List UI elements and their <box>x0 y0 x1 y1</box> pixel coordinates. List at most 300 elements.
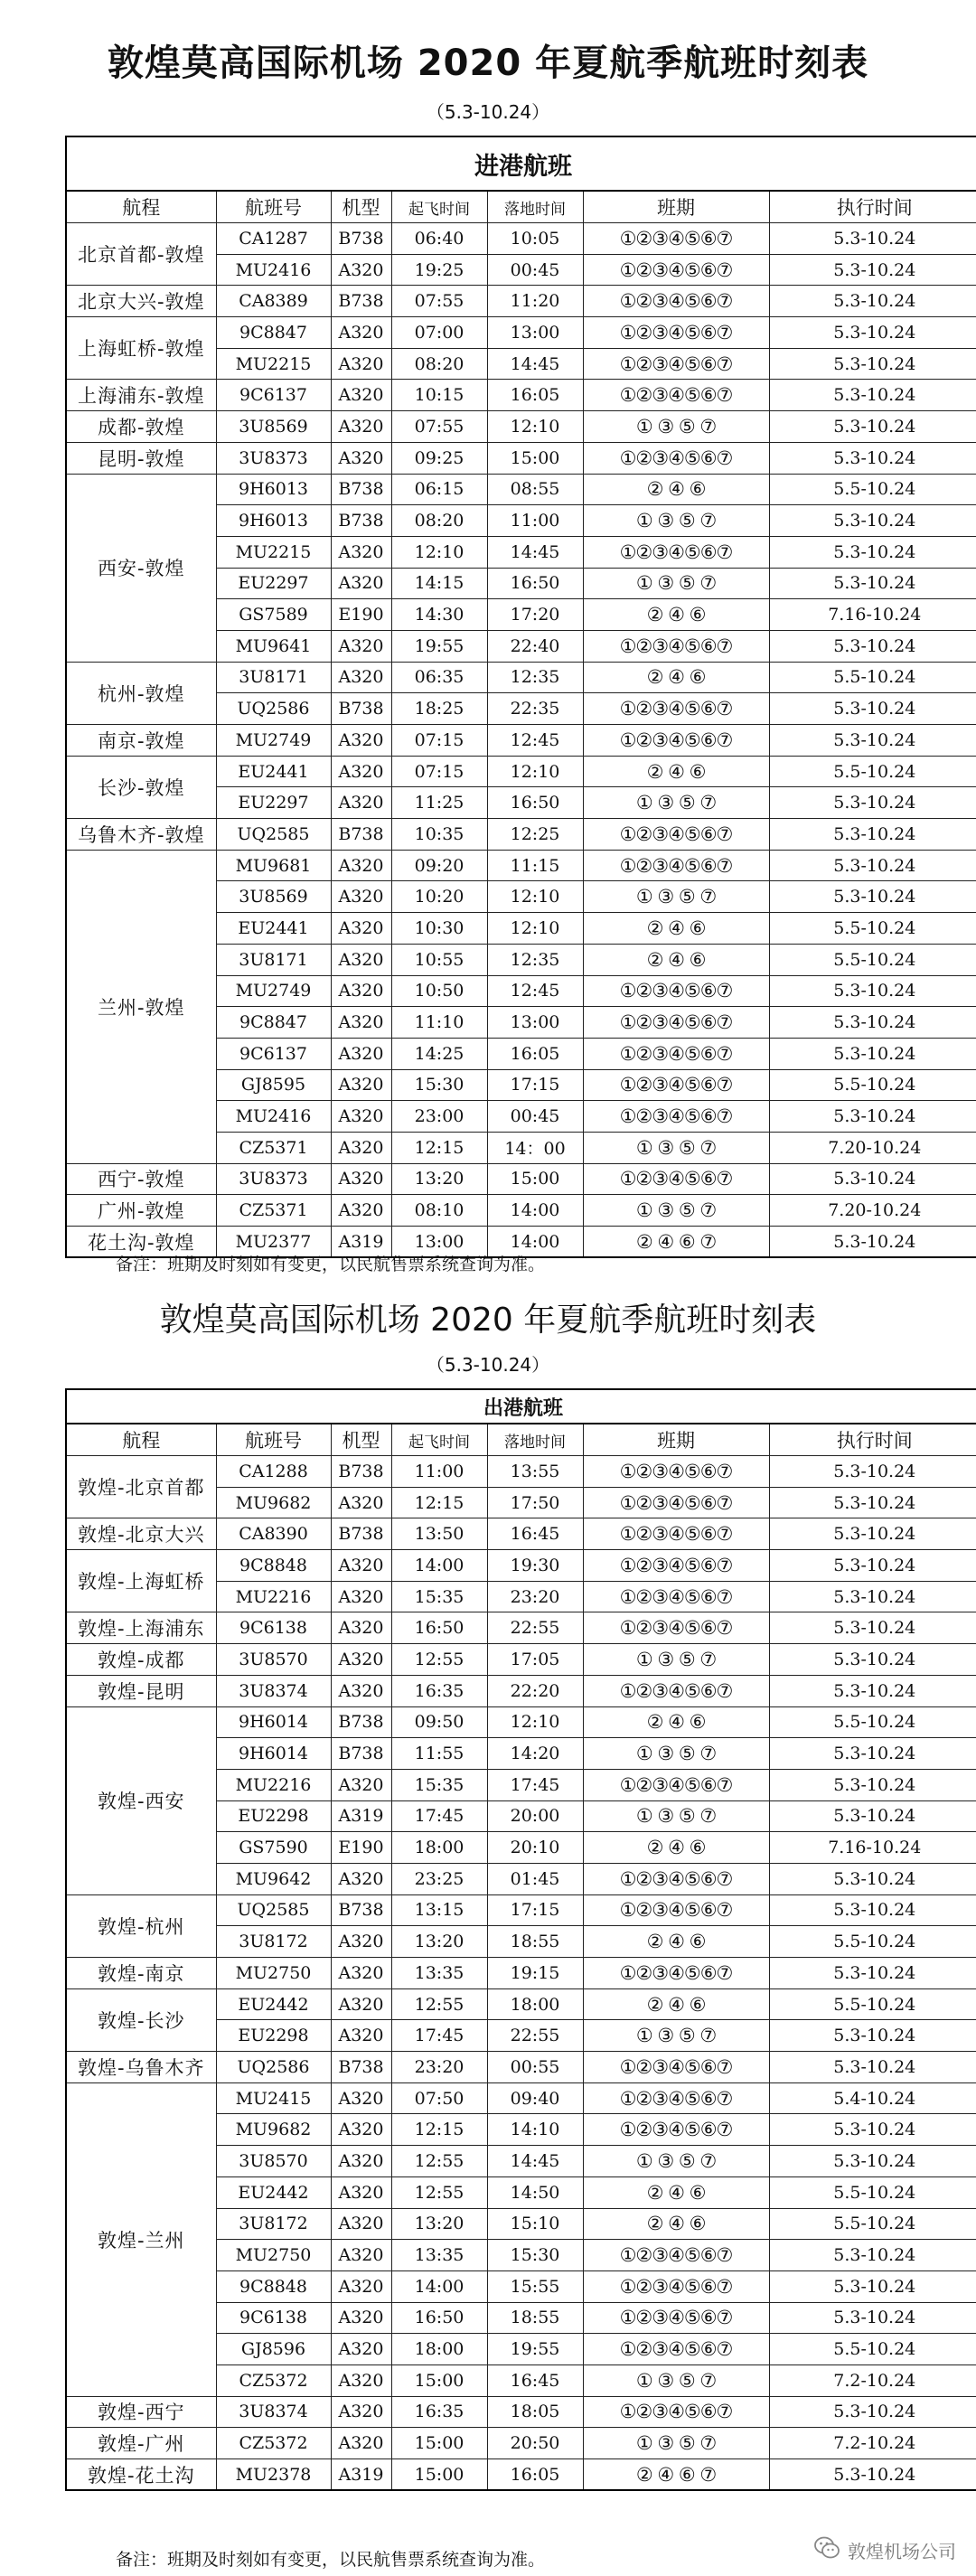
period-cell: 5.3-10.24 <box>769 2270 976 2302</box>
flight-no-cell: MU9682 <box>216 2114 331 2146</box>
aircraft-cell: A320 <box>331 1007 391 1039</box>
arrive-time-cell: 14:50 <box>487 2176 583 2208</box>
arrive-time-cell: 22:35 <box>487 693 583 725</box>
depart-time-cell: 15:35 <box>391 1769 487 1800</box>
table-row <box>66 442 976 474</box>
aircraft-cell: A320 <box>331 944 391 975</box>
arrive-time-cell: 14:10 <box>487 2114 583 2146</box>
schedule-cell: ①②③④⑤⑥⑦ <box>583 1487 769 1518</box>
flight-no-cell: 3U8171 <box>216 662 331 693</box>
aircraft-cell: A320 <box>331 442 391 474</box>
departures-section <box>0 1283 976 2576</box>
route-cell: 敦煌-昆明 <box>66 1675 216 1706</box>
depart-time-cell: 13:20 <box>391 1163 487 1195</box>
flight-no-cell: MU2215 <box>216 348 331 380</box>
period-cell: 5.3-10.24 <box>769 1769 976 1800</box>
aircraft-cell: E190 <box>331 1832 391 1864</box>
schedule-cell: ② ④ ⑥ <box>583 474 769 505</box>
arrive-time-cell: 16:05 <box>487 1038 583 1069</box>
schedule-cell: ② ④ ⑥ <box>583 2176 769 2208</box>
aircraft-cell: A320 <box>331 1769 391 1800</box>
flight-no-cell: EU2442 <box>216 2176 331 2208</box>
aircraft-cell: A320 <box>331 2396 391 2428</box>
depart-time-cell: 15:00 <box>391 2459 487 2491</box>
arrive-time-cell: 18:05 <box>487 2396 583 2428</box>
arrive-time-cell: 10:05 <box>487 223 583 255</box>
period-cell: 5.3-10.24 <box>769 1101 976 1133</box>
schedule-cell: ② ④ ⑥ <box>583 944 769 975</box>
arrive-time-cell: 12:10 <box>487 913 583 945</box>
schedule-cell: ① ③ ⑤ ⑦ <box>583 787 769 819</box>
schedule-cell: ①②③④⑤⑥⑦ <box>583 2082 769 2114</box>
header-period: 执行时间 <box>769 1424 976 1456</box>
flight-no-cell: 9C6138 <box>216 1612 331 1644</box>
flight-no-cell: 9C8848 <box>216 2270 331 2302</box>
period-cell: 5.3-10.24 <box>769 787 976 819</box>
route-cell: 敦煌-兰州 <box>66 2082 216 2396</box>
arrive-time-cell: 17:50 <box>487 1487 583 1518</box>
flight-no-cell: CA8390 <box>216 1518 331 1550</box>
period-cell: 5.5-10.24 <box>769 474 976 505</box>
flight-no-cell: 3U8569 <box>216 881 331 913</box>
arrivals-section <box>0 0 976 1283</box>
flight-no-cell: 9H6014 <box>216 1738 331 1770</box>
flight-no-cell: 9C6137 <box>216 380 331 411</box>
aircraft-cell: A320 <box>331 1612 391 1644</box>
period-cell: 5.3-10.24 <box>769 2114 976 2146</box>
arrive-time-cell: 01:45 <box>487 1863 583 1894</box>
header-route: 航程 <box>66 1424 216 1456</box>
aircraft-cell: B738 <box>331 474 391 505</box>
header-arrive-time: 落地时间 <box>487 191 583 223</box>
table-row <box>66 1894 976 1926</box>
flight-no-cell: GJ8596 <box>216 2334 331 2365</box>
flight-no-cell: 3U8172 <box>216 1926 331 1958</box>
route-cell: 北京大兴-敦煌 <box>66 286 216 317</box>
flight-no-cell: UQ2585 <box>216 819 331 851</box>
schedule-cell: ①②③④⑤⑥⑦ <box>583 725 769 757</box>
aircraft-cell: A320 <box>331 2240 391 2271</box>
flight-no-cell: UQ2586 <box>216 2052 331 2083</box>
depart-time-cell: 11:55 <box>391 1738 487 1770</box>
flight-no-cell: CZ5372 <box>216 2428 331 2459</box>
flight-no-cell: 9C6138 <box>216 2302 331 2334</box>
flight-no-cell: MU2216 <box>216 1769 331 1800</box>
aircraft-cell: B738 <box>331 223 391 255</box>
aircraft-cell: A320 <box>331 1581 391 1612</box>
table-row <box>66 1550 976 1582</box>
table-row <box>66 2396 976 2428</box>
aircraft-cell: A320 <box>331 254 391 286</box>
depart-time-cell: 14:25 <box>391 1038 487 1069</box>
aircraft-cell: A320 <box>331 913 391 945</box>
arrive-time-cell: 15:30 <box>487 2240 583 2271</box>
period-cell: 5.3-10.24 <box>769 850 976 881</box>
depart-time-cell: 06:15 <box>391 474 487 505</box>
route-cell: 西安-敦煌 <box>66 474 216 662</box>
departures-table <box>65 1388 976 2491</box>
arrive-time-cell: 14:00 <box>487 1227 583 1258</box>
schedule-cell: ①②③④⑤⑥⑦ <box>583 1163 769 1195</box>
depart-time-cell: 12:55 <box>391 1988 487 2020</box>
period-cell: 5.3-10.24 <box>769 380 976 411</box>
depart-time-cell: 07:15 <box>391 725 487 757</box>
depart-time-cell: 12:15 <box>391 1487 487 1518</box>
arrive-time-cell: 11:00 <box>487 505 583 537</box>
aircraft-cell: A320 <box>331 630 391 662</box>
schedule-cell: ① ③ ⑤ ⑦ <box>583 568 769 599</box>
period-cell: 5.3-10.24 <box>769 254 976 286</box>
arrive-time-cell: 20:00 <box>487 1800 583 1832</box>
arrive-time-cell: 14:45 <box>487 2146 583 2177</box>
aircraft-cell: A320 <box>331 2146 391 2177</box>
depart-time-cell: 14:15 <box>391 568 487 599</box>
period-cell: 5.3-10.24 <box>769 1550 976 1582</box>
period-cell: 7.20-10.24 <box>769 1132 976 1163</box>
aircraft-cell: B738 <box>331 286 391 317</box>
depart-time-cell: 15:00 <box>391 2428 487 2459</box>
period-cell: 5.3-10.24 <box>769 1163 976 1195</box>
flight-no-cell: 3U8374 <box>216 1675 331 1706</box>
watermark-text: 敦煌机场公司 <box>848 2540 956 2562</box>
table-row <box>66 317 976 349</box>
period-cell: 5.3-10.24 <box>769 2052 976 2083</box>
aircraft-cell: A320 <box>331 1644 391 1676</box>
schedule-cell: ① ③ ⑤ ⑦ <box>583 1644 769 1676</box>
schedule-cell: ② ④ ⑥ ⑦ <box>583 1227 769 1258</box>
schedule-cell: ①②③④⑤⑥⑦ <box>583 2302 769 2334</box>
schedule-cell: ② ④ ⑥ <box>583 756 769 787</box>
depart-time-cell: 13:20 <box>391 1926 487 1958</box>
aircraft-cell: A320 <box>331 536 391 568</box>
arrive-time-cell: 12:45 <box>487 975 583 1007</box>
aircraft-cell: A320 <box>331 975 391 1007</box>
depart-time-cell: 12:55 <box>391 2146 487 2177</box>
route-cell: 敦煌-西宁 <box>66 2396 216 2428</box>
aircraft-cell: A320 <box>331 1069 391 1101</box>
flight-no-cell: 3U8171 <box>216 944 331 975</box>
aircraft-cell: A320 <box>331 1675 391 1706</box>
depart-time-cell: 09:20 <box>391 850 487 881</box>
flight-no-cell: MU2749 <box>216 725 331 757</box>
depart-time-cell: 16:50 <box>391 2302 487 2334</box>
arrivals-title: 敦煌莫高国际机场 2020 年夏航季航班时刻表 <box>107 42 869 84</box>
arrive-time-cell: 12:35 <box>487 944 583 975</box>
table-row <box>66 819 976 851</box>
flight-no-cell: 3U8373 <box>216 442 331 474</box>
depart-time-cell: 09:25 <box>391 442 487 474</box>
depart-time-cell: 18:00 <box>391 1832 487 1864</box>
flight-no-cell: MU9642 <box>216 1863 331 1894</box>
period-cell: 5.3-10.24 <box>769 2020 976 2052</box>
header-flight-no: 航班号 <box>216 191 331 223</box>
period-cell: 5.5-10.24 <box>769 944 976 975</box>
arrive-time-cell: 16:05 <box>487 380 583 411</box>
period-cell: 5.3-10.24 <box>769 505 976 537</box>
depart-time-cell: 12:15 <box>391 1132 487 1163</box>
aircraft-cell: A320 <box>331 2428 391 2459</box>
schedule-cell: ①②③④⑤⑥⑦ <box>583 1456 769 1488</box>
period-cell: 5.3-10.24 <box>769 286 976 317</box>
arrive-time-cell: 23:20 <box>487 1581 583 1612</box>
period-cell: 5.3-10.24 <box>769 881 976 913</box>
depart-time-cell: 12:55 <box>391 2176 487 2208</box>
aircraft-cell: A320 <box>331 1101 391 1133</box>
flight-no-cell: 9C8847 <box>216 317 331 349</box>
depart-time-cell: 16:35 <box>391 1675 487 1706</box>
period-cell: 5.5-10.24 <box>769 1988 976 2020</box>
flight-no-cell: MU9681 <box>216 850 331 881</box>
arrive-time-cell: 17:15 <box>487 1069 583 1101</box>
depart-time-cell: 12:55 <box>391 1644 487 1676</box>
arrive-time-cell: 16:45 <box>487 2364 583 2396</box>
departures-note: 备注：班期及时刻如有变更，以民航售票系统查询为准。 <box>116 2550 546 2570</box>
schedule-cell: ② ④ ⑥ ⑦ <box>583 2459 769 2491</box>
arrive-time-cell: 13:00 <box>487 317 583 349</box>
depart-time-cell: 10:50 <box>391 975 487 1007</box>
schedule-cell: ①②③④⑤⑥⑦ <box>583 317 769 349</box>
flight-no-cell: MU2415 <box>216 2082 331 2114</box>
schedule-cell: ①②③④⑤⑥⑦ <box>583 223 769 255</box>
period-cell: 7.16-10.24 <box>769 599 976 631</box>
arrivals-header-row <box>66 191 976 223</box>
flight-no-cell: EU2441 <box>216 913 331 945</box>
period-cell: 5.3-10.24 <box>769 2396 976 2428</box>
schedule-cell: ①②③④⑤⑥⑦ <box>583 1863 769 1894</box>
depart-time-cell: 18:00 <box>391 2334 487 2365</box>
schedule-cell: ①②③④⑤⑥⑦ <box>583 630 769 662</box>
period-cell: 5.3-10.24 <box>769 1644 976 1676</box>
arrive-time-cell: 17:15 <box>487 1894 583 1926</box>
aircraft-cell: A320 <box>331 2270 391 2302</box>
table-row <box>66 756 976 787</box>
aircraft-cell: A319 <box>331 1800 391 1832</box>
arrive-time-cell: 19:55 <box>487 2334 583 2365</box>
schedule-cell: ① ③ ⑤ ⑦ <box>583 2364 769 2396</box>
period-cell: 5.3-10.24 <box>769 1518 976 1550</box>
period-cell: 5.3-10.24 <box>769 2146 976 2177</box>
arrive-time-cell: 09:40 <box>487 2082 583 2114</box>
route-cell: 广州-敦煌 <box>66 1195 216 1227</box>
aircraft-cell: B738 <box>331 1738 391 1770</box>
depart-time-cell: 13:20 <box>391 2208 487 2240</box>
arrive-time-cell: 11:20 <box>487 286 583 317</box>
schedule-cell: ①②③④⑤⑥⑦ <box>583 536 769 568</box>
departures-caption: 出港航班 <box>66 1389 976 1424</box>
route-cell: 花土沟-敦煌 <box>66 1227 216 1258</box>
period-cell: 5.3-10.24 <box>769 2240 976 2271</box>
aircraft-cell: A320 <box>331 568 391 599</box>
table-row <box>66 1706 976 1738</box>
period-cell: 5.3-10.24 <box>769 568 976 599</box>
route-cell: 敦煌-广州 <box>66 2428 216 2459</box>
depart-time-cell: 15:30 <box>391 1069 487 1101</box>
arrive-time-cell: 16:05 <box>487 2459 583 2491</box>
route-cell: 乌鲁木齐-敦煌 <box>66 819 216 851</box>
schedule-cell: ①②③④⑤⑥⑦ <box>583 1038 769 1069</box>
period-cell: 5.3-10.24 <box>769 2302 976 2334</box>
route-cell: 敦煌-北京首都 <box>66 1456 216 1518</box>
period-cell: 5.3-10.24 <box>769 693 976 725</box>
flight-no-cell: CA1288 <box>216 1456 331 1488</box>
aircraft-cell: B738 <box>331 1706 391 1738</box>
schedule-cell: ① ③ ⑤ ⑦ <box>583 1195 769 1227</box>
depart-time-cell: 10:55 <box>391 944 487 975</box>
schedule-cell: ① ③ ⑤ ⑦ <box>583 1132 769 1163</box>
depart-time-cell: 16:35 <box>391 2396 487 2428</box>
flight-no-cell: MU2749 <box>216 975 331 1007</box>
aircraft-cell: A320 <box>331 2302 391 2334</box>
flight-no-cell: EU2441 <box>216 756 331 787</box>
arrive-time-cell: 00:45 <box>487 1101 583 1133</box>
depart-time-cell: 08:10 <box>391 1195 487 1227</box>
period-cell: 7.16-10.24 <box>769 1832 976 1864</box>
schedule-cell: ① ③ ⑤ ⑦ <box>583 2020 769 2052</box>
period-cell: 5.5-10.24 <box>769 1706 976 1738</box>
flight-no-cell: EU2298 <box>216 2020 331 2052</box>
period-cell: 5.3-10.24 <box>769 536 976 568</box>
depart-time-cell: 14:30 <box>391 599 487 631</box>
flight-no-cell: UQ2586 <box>216 693 331 725</box>
table-row <box>66 380 976 411</box>
table-row <box>66 1675 976 1706</box>
schedule-cell: ② ④ ⑥ <box>583 1988 769 2020</box>
arrive-time-cell: 18:00 <box>487 1988 583 2020</box>
schedule-cell: ①②③④⑤⑥⑦ <box>583 1958 769 1989</box>
arrive-time-cell: 17:05 <box>487 1644 583 1676</box>
depart-time-cell: 11:25 <box>391 787 487 819</box>
arrive-time-cell: 14:20 <box>487 1738 583 1770</box>
aircraft-cell: A320 <box>331 1163 391 1195</box>
aircraft-cell: A320 <box>331 756 391 787</box>
depart-time-cell: 06:40 <box>391 223 487 255</box>
aircraft-cell: A320 <box>331 1195 391 1227</box>
arrive-time-cell: 16:50 <box>487 568 583 599</box>
schedule-cell: ①②③④⑤⑥⑦ <box>583 1101 769 1133</box>
table-row <box>66 1988 976 2020</box>
schedule-cell: ② ④ ⑥ <box>583 913 769 945</box>
arrive-time-cell: 18:55 <box>487 1926 583 1958</box>
schedule-cell: ①②③④⑤⑥⑦ <box>583 975 769 1007</box>
route-cell: 长沙-敦煌 <box>66 756 216 818</box>
period-cell: 5.5-10.24 <box>769 1069 976 1101</box>
arrive-time-cell: 18:55 <box>487 2302 583 2334</box>
route-cell: 上海浦东-敦煌 <box>66 380 216 411</box>
aircraft-cell: B738 <box>331 1456 391 1488</box>
arrive-time-cell: 19:15 <box>487 1958 583 1989</box>
period-cell: 5.5-10.24 <box>769 756 976 787</box>
schedule-cell: ①②③④⑤⑥⑦ <box>583 2240 769 2271</box>
aircraft-cell: A320 <box>331 787 391 819</box>
arrivals-subtitle: （5.3-10.24） <box>426 101 550 123</box>
depart-time-cell: 17:45 <box>391 2020 487 2052</box>
aircraft-cell: A320 <box>331 881 391 913</box>
arrive-time-cell: 17:20 <box>487 599 583 631</box>
flight-no-cell: MU2750 <box>216 1958 331 1989</box>
table-row <box>66 1456 976 1488</box>
arrive-time-cell: 13:55 <box>487 1456 583 1488</box>
flight-no-cell: MU9641 <box>216 630 331 662</box>
schedule-cell: ①②③④⑤⑥⑦ <box>583 850 769 881</box>
period-cell: 5.5-10.24 <box>769 2208 976 2240</box>
route-cell: 西宁-敦煌 <box>66 1163 216 1195</box>
aircraft-cell: A320 <box>331 850 391 881</box>
arrive-time-cell: 12:25 <box>487 819 583 851</box>
schedule-cell: ①②③④⑤⑥⑦ <box>583 2396 769 2428</box>
period-cell: 5.3-10.24 <box>769 1227 976 1258</box>
depart-time-cell: 12:10 <box>391 536 487 568</box>
route-cell: 敦煌-上海浦东 <box>66 1612 216 1644</box>
table-row <box>66 223 976 255</box>
depart-time-cell: 07:50 <box>391 2082 487 2114</box>
schedule-cell: ①②③④⑤⑥⑦ <box>583 1894 769 1926</box>
period-cell: 5.5-10.24 <box>769 913 976 945</box>
table-row <box>66 2082 976 2114</box>
depart-time-cell: 10:30 <box>391 913 487 945</box>
header-route: 航程 <box>66 191 216 223</box>
aircraft-cell: B738 <box>331 1518 391 1550</box>
schedule-cell: ①②③④⑤⑥⑦ <box>583 254 769 286</box>
schedule-cell: ① ③ ⑤ ⑦ <box>583 1738 769 1770</box>
header-period: 执行时间 <box>769 191 976 223</box>
header-schedule: 班期 <box>583 1424 769 1456</box>
arrive-time-cell: 19:30 <box>487 1550 583 1582</box>
depart-time-cell: 14:00 <box>391 2270 487 2302</box>
departures-subtitle: （5.3-10.24） <box>426 1354 550 1376</box>
aircraft-cell: B738 <box>331 693 391 725</box>
aircraft-cell: A320 <box>331 1988 391 2020</box>
period-cell: 5.3-10.24 <box>769 1738 976 1770</box>
table-row <box>66 411 976 443</box>
arrive-time-cell: 13:00 <box>487 1007 583 1039</box>
departures-header-row <box>66 1424 976 1456</box>
arrive-time-cell: 20:10 <box>487 1832 583 1864</box>
table-row <box>66 1958 976 1989</box>
wechat-icon <box>813 2535 840 2565</box>
table-row <box>66 286 976 317</box>
flight-no-cell: 3U8570 <box>216 2146 331 2177</box>
table-row <box>66 2052 976 2083</box>
aircraft-cell: B738 <box>331 819 391 851</box>
period-cell: 5.3-10.24 <box>769 1863 976 1894</box>
period-cell: 5.3-10.24 <box>769 975 976 1007</box>
arrive-time-cell: 22:20 <box>487 1675 583 1706</box>
route-cell: 敦煌-成都 <box>66 1644 216 1676</box>
period-cell: 7.20-10.24 <box>769 1195 976 1227</box>
arrive-time-cell: 15:00 <box>487 442 583 474</box>
route-cell: 昆明-敦煌 <box>66 442 216 474</box>
depart-time-cell: 10:20 <box>391 881 487 913</box>
period-cell: 5.3-10.24 <box>769 630 976 662</box>
schedule-cell: ①②③④⑤⑥⑦ <box>583 1007 769 1039</box>
flight-no-cell: 9H6013 <box>216 474 331 505</box>
schedule-cell: ①②③④⑤⑥⑦ <box>583 2114 769 2146</box>
aircraft-cell: A320 <box>331 1487 391 1518</box>
aircraft-cell: A320 <box>331 2176 391 2208</box>
schedule-cell: ①②③④⑤⑥⑦ <box>583 2052 769 2083</box>
arrive-time-cell: 22:40 <box>487 630 583 662</box>
aircraft-cell: A320 <box>331 2114 391 2146</box>
period-cell: 5.3-10.24 <box>769 1958 976 1989</box>
flight-no-cell: 9C6137 <box>216 1038 331 1069</box>
depart-time-cell: 13:35 <box>391 2240 487 2271</box>
aircraft-cell: B738 <box>331 2052 391 2083</box>
flight-no-cell: CA8389 <box>216 286 331 317</box>
table-row <box>66 662 976 693</box>
depart-time-cell: 14:00 <box>391 1550 487 1582</box>
flight-no-cell: 3U8569 <box>216 411 331 443</box>
flight-no-cell: CZ5372 <box>216 2364 331 2396</box>
